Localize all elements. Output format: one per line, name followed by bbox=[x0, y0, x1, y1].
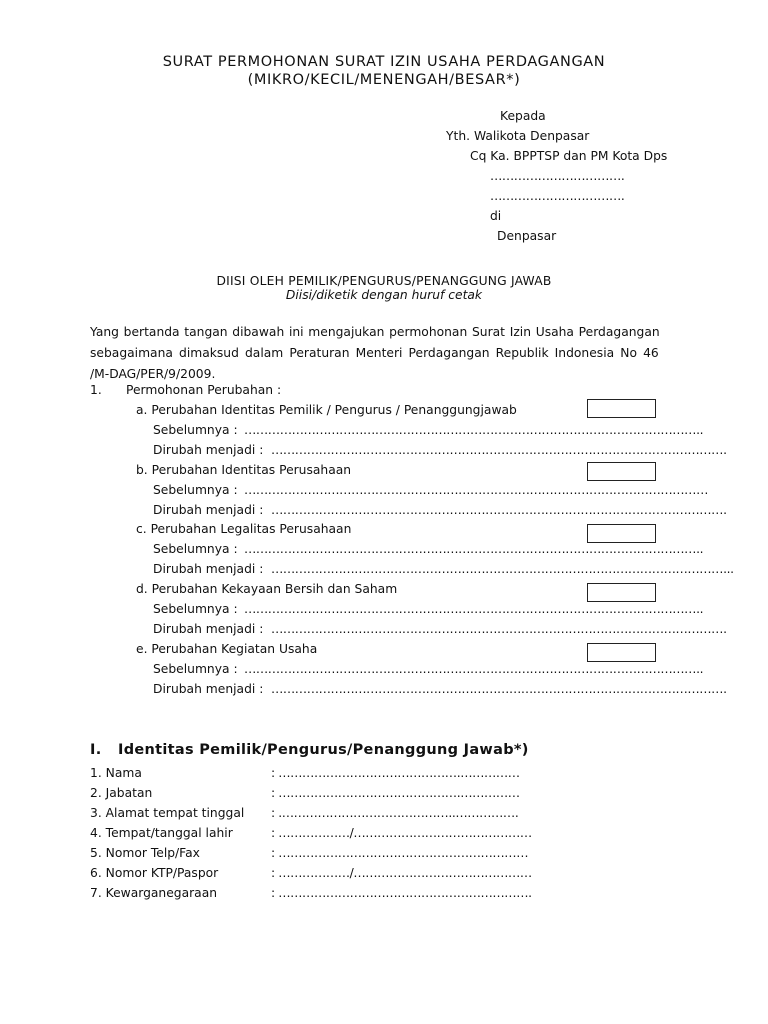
field-label-ttl: 4. Tempat/tanggal lahir bbox=[90, 826, 233, 840]
address-cq: Cq Ka. BPPTSP dan PM Kota Dps bbox=[470, 149, 668, 163]
intro-paragraph bbox=[90, 322, 678, 385]
address-di: di bbox=[490, 209, 502, 223]
instruction-heading: DIISI OLEH PEMILIK/PENGURUS/PENANGGUNG JAWAB bbox=[216, 274, 552, 288]
field-input-alamat[interactable]: : .……………………………………..……………. bbox=[271, 806, 519, 820]
field-label-ktp: 6. Nomor KTP/Paspor bbox=[90, 866, 219, 880]
field-label-kewarganegaraan: 7. Kewarganegaraan bbox=[90, 886, 218, 900]
address-city: Denpasar bbox=[497, 229, 557, 243]
address-kepada: Kepada bbox=[500, 109, 546, 123]
item-b-after-field[interactable]: ……………………………………………………………………………………………………. bbox=[271, 503, 727, 517]
field-label-telp: 5. Nomor Telp/Fax bbox=[90, 846, 200, 860]
item-a-before-label: Sebelumnya : bbox=[153, 423, 238, 437]
field-label-jabatan: 2. Jabatan bbox=[90, 786, 153, 800]
item-b-checkbox[interactable] bbox=[587, 462, 656, 481]
field-input-jabatan[interactable]: : ……………………………………….…………… bbox=[271, 786, 520, 800]
instruction-subheading: Diisi/diketik dengan huruf cetak bbox=[285, 288, 483, 302]
item-e-before-label: Sebelumnya : bbox=[153, 662, 238, 676]
item-d-after-label: Dirubah menjadi : bbox=[153, 622, 264, 636]
address-blank-2: ……………………………. bbox=[490, 189, 625, 203]
field-input-nama[interactable]: : ……………………………………….…………… bbox=[271, 766, 520, 780]
intro-line-1: Yang bertanda tangan dibawah ini mengajukan permohonan Surat Izin Usaha Perdagangan bbox=[90, 325, 660, 339]
item-d-before-field[interactable]: …………………………………………………………………………………………………….. bbox=[244, 602, 704, 616]
identity-heading-number: I. bbox=[90, 742, 102, 758]
identity-heading: Identitas Pemilik/Pengurus/Penanggung Jawab*) bbox=[118, 742, 529, 758]
field-input-telp[interactable]: : ……………………………………………………… bbox=[271, 846, 529, 860]
item-e-before-field[interactable]: …………………………………………………………………………………………………….. bbox=[244, 662, 704, 676]
item-a-after-label: Dirubah menjadi : bbox=[153, 443, 264, 457]
item-c-before-field[interactable]: …………………………………………………………………………………………………….. bbox=[244, 542, 704, 556]
item-c-before-label: Sebelumnya : bbox=[153, 542, 238, 556]
item-a-after-field[interactable]: ……………………………………………………………………………………………………. bbox=[271, 443, 727, 457]
intro-line-3: /M-DAG/PER/9/2009. bbox=[90, 367, 216, 381]
item-a-checkbox[interactable] bbox=[587, 399, 656, 418]
item-b-before-label: Sebelumnya : bbox=[153, 483, 238, 497]
intro-line-2: sebagaimana dimaksud dalam Peraturan Menteri Perdagangan Republik Indonesia No 46 bbox=[90, 346, 659, 360]
item-d-after-field[interactable]: ……………………………………………………………………………………………………. bbox=[271, 622, 727, 636]
item-c-after-field[interactable]: ……………………………………………………………………………………………………... bbox=[271, 562, 734, 576]
section-1-number: 1. bbox=[90, 383, 102, 397]
document-title-line1: SURAT PERMOHONAN SURAT IZIN USAHA PERDAGANGAN bbox=[162, 54, 606, 70]
field-input-kewarganegaraan[interactable]: : ………………………………………………………. bbox=[271, 886, 532, 900]
address-yth: Yth. Walikota Denpasar bbox=[446, 129, 590, 143]
item-c-checkbox[interactable] bbox=[587, 524, 656, 543]
item-d-checkbox[interactable] bbox=[587, 583, 656, 602]
item-e-label: e. Perubahan Kegiatan Usaha bbox=[136, 642, 318, 656]
item-d-label: d. Perubahan Kekayaan Bersih dan Saham bbox=[136, 582, 398, 596]
document-title-line2: (MIKRO/KECIL/MENENGAH/BESAR*) bbox=[247, 72, 521, 88]
item-e-after-field[interactable]: ……………………………………………………………………………………………………. bbox=[271, 682, 727, 696]
item-a-label: a. Perubahan Identitas Pemilik / Pengurus / Penanggungjawab bbox=[136, 403, 517, 417]
item-b-before-field[interactable]: ……………………………………………………………………………………………………… bbox=[244, 483, 708, 497]
item-e-after-label: Dirubah menjadi : bbox=[153, 682, 264, 696]
field-label-alamat: 3. Alamat tempat tinggal bbox=[90, 806, 245, 820]
field-input-ktp[interactable]: : ………………/……………………………………… bbox=[271, 866, 532, 880]
item-d-before-label: Sebelumnya : bbox=[153, 602, 238, 616]
field-input-ttl[interactable]: : ………………/……………………………………… bbox=[271, 826, 532, 840]
item-c-after-label: Dirubah menjadi : bbox=[153, 562, 264, 576]
field-label-nama: 1. Nama bbox=[90, 766, 142, 780]
address-blank-1: ……………………………. bbox=[490, 169, 625, 183]
item-b-after-label: Dirubah menjadi : bbox=[153, 503, 264, 517]
item-c-label: c. Perubahan Legalitas Perusahaan bbox=[136, 522, 352, 536]
section-1-label: Permohonan Perubahan : bbox=[126, 383, 282, 397]
item-a-before-field[interactable]: …………………………………………………………………………………………………….. bbox=[244, 423, 704, 437]
item-e-checkbox[interactable] bbox=[587, 643, 656, 662]
item-b-label: b. Perubahan Identitas Perusahaan bbox=[136, 463, 352, 477]
